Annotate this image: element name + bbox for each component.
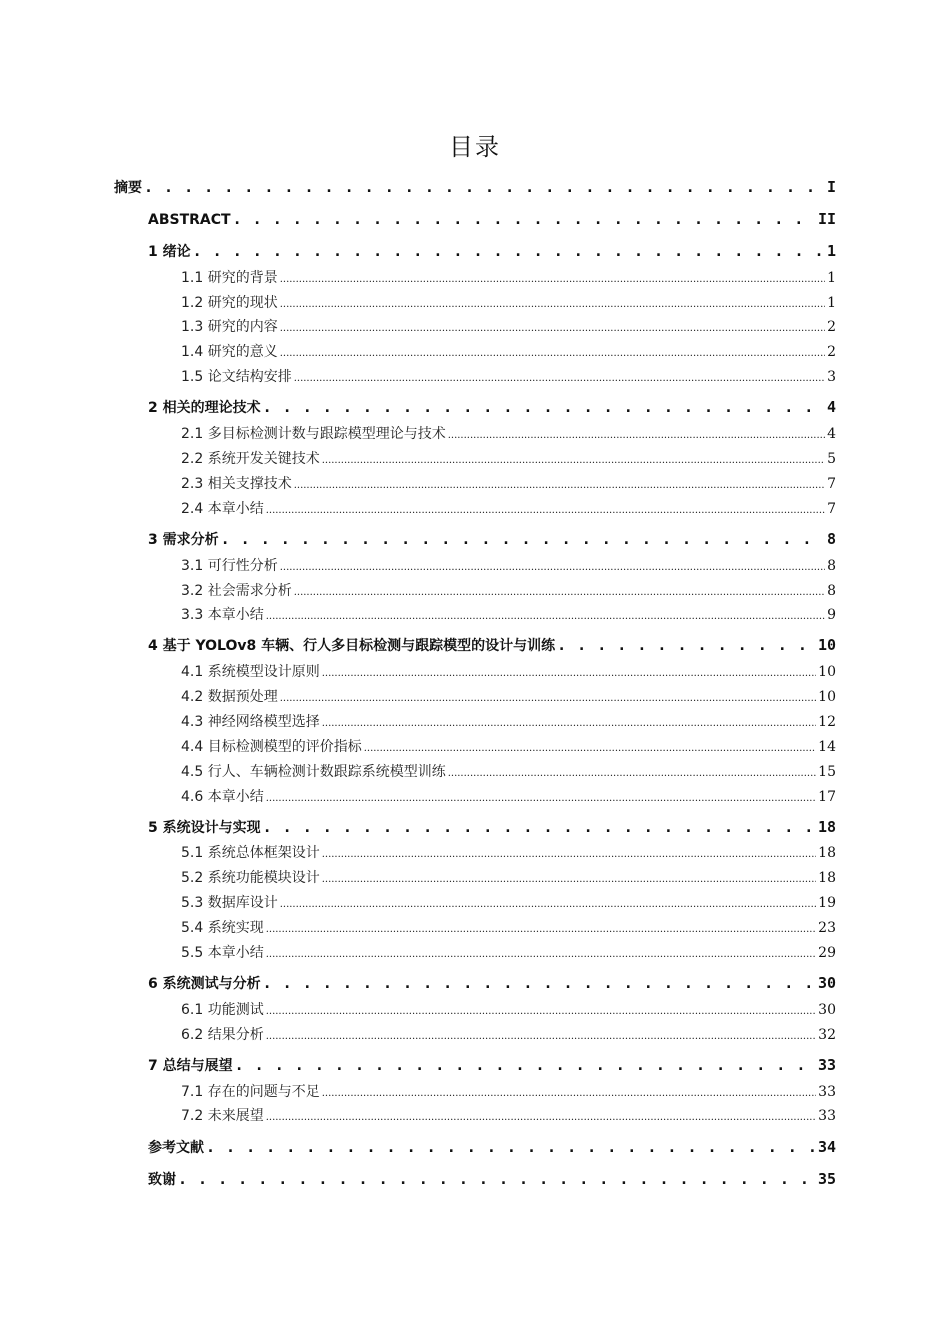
toc-page-number: 2 [827, 344, 836, 360]
toc-entry-label: 3 需求分析 [148, 532, 219, 548]
toc-page-number: 10 [817, 636, 836, 654]
toc-entry[interactable] [181, 293, 836, 313]
toc-entry-label: 1.4 研究的意义 [181, 344, 278, 360]
toc-page-number: 7 [827, 476, 836, 492]
toc-page-number: 4 [826, 398, 836, 416]
toc-page-number: 10 [818, 689, 836, 705]
toc-entry-label: 7.2 未来展望 [181, 1108, 264, 1124]
toc-page-number: 8 [827, 583, 836, 599]
toc-entry-label: 1.2 研究的现状 [181, 295, 278, 311]
toc-entry-label: 2.3 相关支撑技术 [181, 476, 292, 492]
toc-entry-label: 4.1 系统模型设计原则 [181, 664, 320, 680]
toc-entry[interactable] [181, 449, 836, 469]
toc-entry[interactable] [181, 918, 836, 938]
toc-entry[interactable] [181, 499, 836, 519]
toc-entry-label: 2.1 多目标检测计数与跟踪模型理论与技术 [181, 426, 446, 442]
toc-dot-leader [322, 662, 816, 682]
toc-dot-leader [557, 634, 816, 656]
toc-entry-label: 4.4 目标检测模型的评价指标 [181, 739, 362, 755]
toc-entry[interactable] [181, 1082, 836, 1102]
toc-entry[interactable] [181, 474, 836, 494]
toc-dot-leader [263, 396, 825, 418]
toc-entry-label: 5.3 数据库设计 [181, 895, 278, 911]
toc-page-number: 18 [818, 845, 836, 861]
toc-entry[interactable] [181, 605, 836, 625]
toc-entry-label: 4.6 本章小结 [181, 789, 264, 805]
toc-entry[interactable] [181, 1106, 836, 1126]
toc-dot-leader [280, 317, 825, 337]
toc-dot-leader [322, 712, 816, 732]
toc-dot-leader [266, 605, 825, 625]
toc-entry[interactable] [181, 367, 836, 387]
toc-dot-leader [233, 208, 816, 230]
toc-entry[interactable] [181, 662, 836, 682]
toc-entry-label: 7.1 存在的问题与不足 [181, 1084, 320, 1100]
toc-page-number: 17 [818, 789, 836, 805]
toc-page-number: 33 [817, 1056, 836, 1074]
toc-entry[interactable] [181, 868, 836, 888]
toc-dot-leader [266, 787, 816, 807]
toc-entry[interactable] [181, 424, 836, 444]
toc-entry[interactable] [181, 317, 836, 337]
toc-page-number: 33 [818, 1084, 836, 1100]
toc-page-number: 32 [818, 1027, 836, 1043]
toc-entry[interactable] [181, 762, 836, 782]
toc-page-number: 15 [818, 764, 836, 780]
toc-page-number: 30 [818, 1002, 836, 1018]
toc-dot-leader [294, 474, 825, 494]
toc-page-number: 33 [818, 1108, 836, 1124]
toc-entry-label: 3.1 可行性分析 [181, 558, 278, 574]
toc-dot-leader [280, 687, 816, 707]
toc-entry-label: ABSTRACT [148, 212, 231, 228]
toc-entry[interactable] [181, 581, 836, 601]
toc-entry[interactable] [181, 787, 836, 807]
toc-page-number: 12 [818, 714, 836, 730]
toc-entry[interactable] [181, 893, 836, 913]
toc-page-number: 18 [818, 870, 836, 886]
toc-dot-leader [322, 1082, 816, 1102]
toc-entry-label: 5 系统设计与实现 [148, 820, 261, 836]
toc-page-number: 3 [827, 369, 836, 385]
toc-dot-leader [322, 449, 825, 469]
toc-entry-label: 4 基于 YOLOv8 车辆、行人多目标检测与跟踪模型的设计与训练 [148, 638, 556, 654]
toc-dot-leader [266, 918, 816, 938]
toc-dot-leader [364, 737, 816, 757]
toc-page-number: 8 [827, 558, 836, 574]
toc-entry-label: 1.5 论文结构安排 [181, 369, 292, 385]
toc-entry[interactable] [148, 1054, 836, 1076]
toc-entry[interactable] [181, 843, 836, 863]
toc-entry-label: 5.4 系统实现 [181, 920, 264, 936]
toc-entry[interactable] [181, 1000, 836, 1020]
toc-entry-label: 2.2 系统开发关键技术 [181, 451, 320, 467]
toc-dot-leader [235, 1054, 816, 1076]
toc-dot-leader [266, 1106, 816, 1126]
toc-dot-leader [322, 868, 816, 888]
toc-entry-label: 1.1 研究的背景 [181, 270, 278, 286]
toc-entry-label: 4.5 行人、车辆检测计数跟踪系统模型训练 [181, 764, 446, 780]
toc-entry-label: 6.2 结果分析 [181, 1027, 264, 1043]
toc-page-number: 35 [817, 1170, 836, 1188]
toc-page-number: 14 [818, 739, 836, 755]
toc-title: 目录 [449, 133, 501, 162]
toc-entry[interactable] [148, 1136, 836, 1158]
toc-entry-label: 7 总结与展望 [148, 1058, 233, 1074]
toc-entry[interactable] [114, 176, 836, 198]
toc-dot-leader [322, 843, 816, 863]
toc-entry[interactable] [148, 1168, 836, 1190]
toc-dot-leader [144, 176, 825, 198]
toc-entry[interactable] [181, 1025, 836, 1045]
toc-entry-label: 2.4 本章小结 [181, 501, 264, 517]
toc-entry[interactable] [181, 342, 836, 362]
toc-dot-leader [448, 424, 825, 444]
toc-entry[interactable] [181, 737, 836, 757]
toc-entry[interactable] [148, 816, 836, 838]
toc-entry-label: 5.1 系统总体框架设计 [181, 845, 320, 861]
toc-dot-leader [263, 816, 816, 838]
toc-entry[interactable] [181, 712, 836, 732]
toc-entry-label: 3.2 社会需求分析 [181, 583, 292, 599]
toc-dot-leader [206, 1136, 816, 1158]
toc-page-number: 4 [827, 426, 836, 442]
toc-dot-leader [448, 762, 816, 782]
toc-page-number: 7 [827, 501, 836, 517]
toc-page-number: 34 [817, 1138, 836, 1156]
toc-entry-label: 6 系统测试与分析 [148, 976, 261, 992]
toc-entry-label: 1 绪论 [148, 244, 191, 260]
toc-entry[interactable] [181, 943, 836, 963]
toc-page-number: 5 [827, 451, 836, 467]
toc-dot-leader [280, 342, 825, 362]
toc-page-number: 19 [818, 895, 836, 911]
toc-dot-leader [280, 293, 825, 313]
toc-dot-leader [294, 367, 825, 387]
toc-entry[interactable] [148, 528, 836, 550]
toc-page-number: 18 [817, 818, 836, 836]
toc-dot-leader [294, 581, 825, 601]
toc-dot-leader [263, 972, 816, 994]
toc-page-number: 8 [826, 530, 836, 548]
toc-entry-label: 5.2 系统功能模块设计 [181, 870, 320, 886]
toc-dot-leader [193, 240, 825, 262]
toc-entry-label: 4.3 神经网络模型选择 [181, 714, 320, 730]
toc-page-number: 30 [817, 974, 836, 992]
toc-entry[interactable] [148, 972, 836, 994]
toc-entry-label: 参考文献 [148, 1140, 204, 1156]
toc-entry-label: 1.3 研究的内容 [181, 319, 278, 335]
toc-dot-leader [280, 893, 816, 913]
toc-entry[interactable] [148, 634, 836, 656]
toc-page-number: 1 [827, 270, 836, 286]
toc-entry-label: 致谢 [148, 1172, 176, 1188]
toc-dot-leader [280, 268, 825, 288]
toc-entry[interactable] [181, 687, 836, 707]
toc-dot-leader [266, 1000, 816, 1020]
toc-page-number: I [826, 178, 836, 196]
toc-entry-label: 2 相关的理论技术 [148, 400, 261, 416]
toc-dot-leader [178, 1168, 816, 1190]
toc-entry-label: 3.3 本章小结 [181, 607, 264, 623]
toc-dot-leader [280, 556, 825, 576]
toc-entry[interactable] [148, 208, 836, 230]
toc-entry[interactable] [148, 240, 836, 262]
toc-entry-label: 4.2 数据预处理 [181, 689, 278, 705]
toc-page-number: 1 [827, 295, 836, 311]
toc-entry[interactable] [181, 556, 836, 576]
toc-entry-label: 6.1 功能测试 [181, 1002, 264, 1018]
toc-entry-label: 摘要 [114, 180, 142, 196]
toc-dot-leader [266, 499, 825, 519]
toc-page-number: 29 [818, 945, 836, 961]
toc-page-number: II [817, 210, 836, 228]
toc-dot-leader [266, 943, 816, 963]
toc-dot-leader [221, 528, 825, 550]
toc-entry[interactable] [148, 396, 836, 418]
toc-dot-leader [266, 1025, 816, 1045]
toc-entry[interactable] [181, 268, 836, 288]
toc-page-number: 10 [818, 664, 836, 680]
toc-page-number: 23 [818, 920, 836, 936]
toc-entry-label: 5.5 本章小结 [181, 945, 264, 961]
toc-page-number: 2 [827, 319, 836, 335]
toc-page-number: 1 [826, 242, 836, 260]
toc-page-number: 9 [827, 607, 836, 623]
